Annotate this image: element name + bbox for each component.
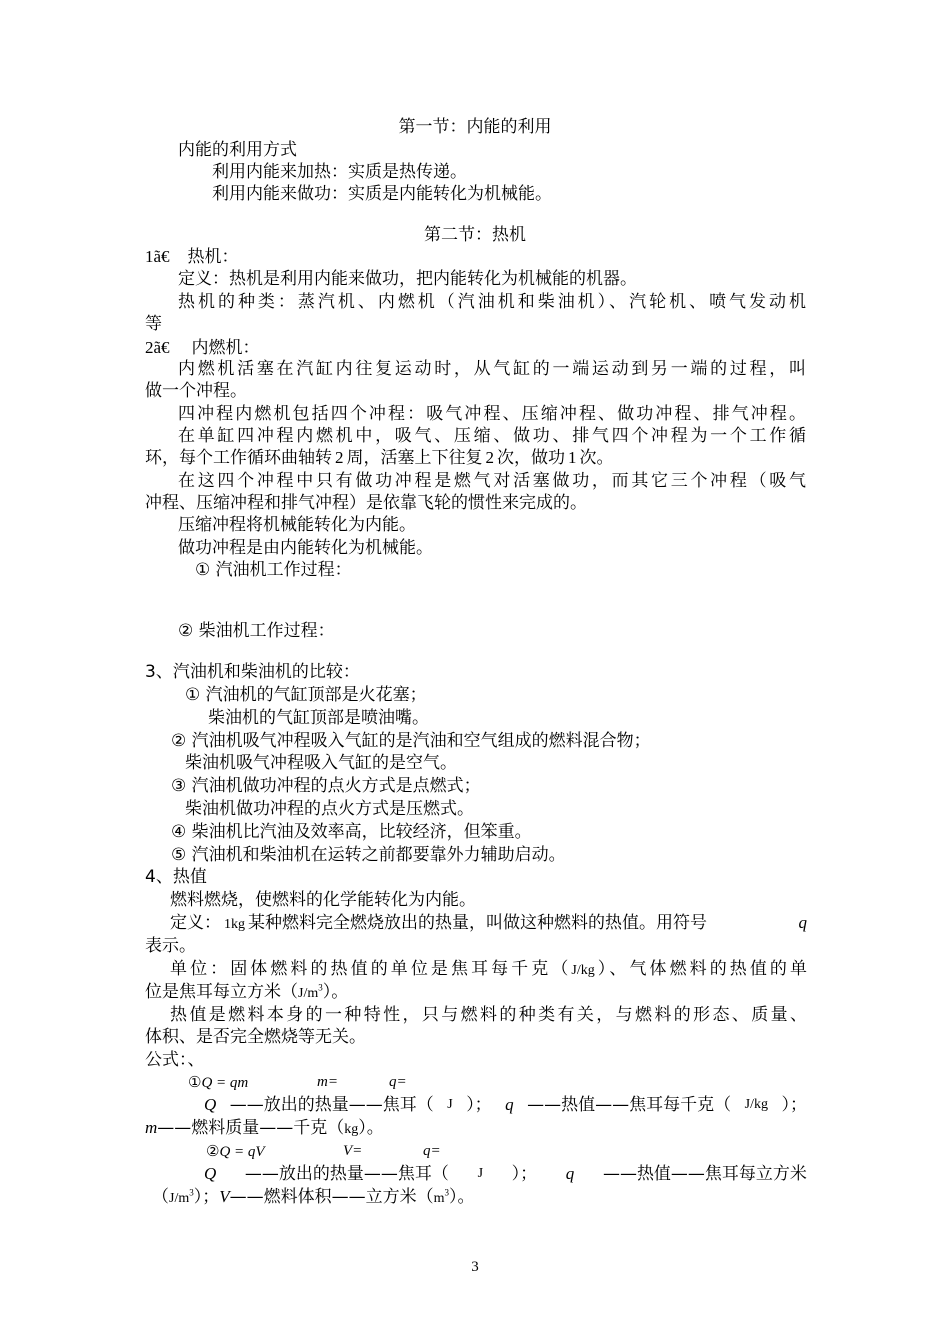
superscript: 3 [444,1187,450,1198]
combustion-note: 燃料燃烧，使燃料的化学能转化为内能。 [170,890,476,910]
text: 环，每个工作循环曲轴转 [145,448,332,468]
text: ）； [466,1095,492,1115]
heat-engine-types-cont: 等 [145,314,162,334]
number: 2 [485,448,494,467]
power-stroke-1: 在这四个冲程中只有做功冲程是燃气对活塞做功，而其它三个冲程（吸气 [178,471,806,491]
heating-value-unit-cont [145,981,348,1005]
unit: kg [344,1122,359,1137]
heading-text: 热机： [187,247,239,267]
stroke-def-2: 做一个冲程。 [145,381,247,401]
formula-2 [206,1140,265,1163]
heading-number: 2ã€ [145,338,170,357]
formula-2-q: q= [423,1143,441,1159]
number: 1 [568,448,577,467]
formula-number: ② [206,1142,220,1160]
unit: 1kg [224,917,245,932]
diesel-process: ② 柴油机工作过程： [178,621,335,641]
comparison-1a: ① 汽油机的气缸顶部是火花塞； [185,685,427,705]
comparison-heading: 3、汽油机和柴油机的比较： [145,662,360,682]
text: 单位：固体燃料的热值的单位是焦耳每千克（ [170,959,572,979]
formula-equation: Q = qV [219,1144,265,1160]
heating-value-unit [170,958,807,982]
power-conversion: 做功冲程是由内能转化为机械能。 [178,538,433,558]
usage-heat: 利用内能来加热：实质是热传递。 [212,162,467,182]
unit: J/m [298,986,319,1001]
text: ）； [511,1164,538,1184]
formula-1-description [204,1094,807,1116]
formula-2-volume: V= [343,1143,363,1159]
stroke-def-1: 内燃机活塞在汽缸内往复运动时，从气缸的一端运动到另一端的过程，叫 [178,359,806,379]
heating-value-property: 热值是燃料本身的一种特性，只与燃料的种类有关，与燃料的形态、质量、 [170,1005,807,1025]
heat-engine-types: 热机的种类：蒸汽机、内燃机（汽油机和柴油机）、汽轮机、喷气发动机 [178,292,806,312]
unit: J [477,1166,484,1181]
symbol: q [565,1164,575,1183]
formula-2-description [204,1163,807,1185]
text: ）。 [358,1118,384,1138]
text: ）； [193,1187,220,1207]
section1-title: 第一节：内能的利用 [398,117,552,137]
text: 次。 [579,448,614,468]
text: （ [152,1187,169,1207]
heating-value-heading: 4、热值 [145,867,207,887]
four-strokes: 四冲程内燃机包括四个冲程：吸气冲程、压缩冲程、做功冲程、排气冲程。 [178,404,806,424]
heating-value-definition [170,912,807,936]
comparison-3b: 柴油机做功冲程的点火方式是压燃式。 [185,799,474,819]
formula-1-q: q= [389,1074,407,1090]
comparison-2a: ② 汽油机吸气冲程吸入气缸的是汽油和空气组成的燃料混合物； [171,731,651,751]
comparison-1b: 柴油机的气缸顶部是喷油嘴。 [208,708,429,728]
cycle-1: 在单缸四冲程内燃机中，吸气、压缩、做功、排气四个冲程为一个工作循 [178,426,806,446]
symbol: Q [204,1164,217,1183]
compression-conversion: 压缩冲程将机械能转化为内能。 [178,515,416,535]
formula-number: ① [188,1073,202,1091]
formula-2-description-cont [152,1186,475,1210]
heading-ice [145,337,260,359]
formula-label: 公式：、 [145,1050,205,1070]
text: 某种燃料完全燃烧放出的热量，叫做这种燃料的热值。用符号 [248,913,707,933]
text: ——燃料质量——千克（ [157,1118,345,1138]
formula-equation: Q = qm [201,1075,249,1091]
heating-value-definition-cont: 表示。 [145,936,196,956]
section2-title: 第二节：热机 [424,225,526,245]
text: ——放出的热量——焦耳（ [244,1164,449,1184]
text: 次，做功 [497,448,565,468]
text: 周，活塞上下往复 [346,448,483,468]
text: ）； [781,1095,807,1115]
text: ——热值——焦耳每千克（ [527,1095,732,1115]
power-stroke-2: 冲程、压缩冲程和排气冲程）是依靠飞轮的惯性来完成的。 [145,493,587,513]
heating-value-property-cont: 体积、是否完全燃烧等无关。 [145,1027,366,1047]
text: ——热值——焦耳每立方米 [602,1164,807,1184]
page-number: 3 [471,1259,479,1275]
unit: J/m [169,1191,190,1206]
text: 定义： [170,913,221,933]
heading-text: 内燃机： [191,338,260,358]
symbol: Q [204,1095,217,1114]
unit: J [447,1097,453,1112]
text: 位是焦耳每立方米（ [145,982,298,1002]
comparison-4: ④ 柴油机比汽油及效率高，比较经济，但笨重。 [171,822,532,842]
symbol: q [505,1095,514,1114]
text: ——燃料体积——立方米（ [229,1187,434,1207]
usage-work: 利用内能来做功：实质是内能转化为机械能。 [212,184,552,204]
formula-1-mass: m= [317,1074,338,1090]
text [170,912,707,936]
unit: J/kg [571,963,595,978]
formula-1 [188,1071,248,1094]
comparison-5: ⑤ 汽油机和柴油机在运转之前都要靠外力辅助启动。 [171,845,566,865]
formula-1-description-cont [145,1117,384,1141]
number: 2 [335,448,344,467]
symbol: V [219,1187,230,1206]
heat-engine-definition: 定义：热机是利用内能来做功，把内能转化为机械能的机器。 [178,269,637,289]
symbol-q: q [798,913,807,932]
heading-heat-engine [145,246,239,268]
unit: m [433,1191,445,1206]
superscript: 3 [318,982,323,993]
comparison-2b: 柴油机吸气冲程吸入气缸的是空气。 [185,753,457,773]
superscript: 3 [189,1187,194,1198]
text: ）。 [449,1187,475,1207]
unit: J/kg [744,1097,768,1112]
text: ——放出的热量——焦耳（ [229,1095,434,1115]
text: ）、气体燃料的热值的单 [594,959,807,979]
symbol: m [145,1118,158,1137]
usage-heading: 内能的利用方式 [178,140,297,160]
heading-number: 1ã€ [145,247,170,266]
cycle-2 [145,447,614,469]
text: ）。 [322,982,349,1002]
gasoline-process: ① 汽油机工作过程： [195,560,352,580]
comparison-3a: ③ 汽油机做功冲程的点火方式是点燃式； [171,776,481,796]
